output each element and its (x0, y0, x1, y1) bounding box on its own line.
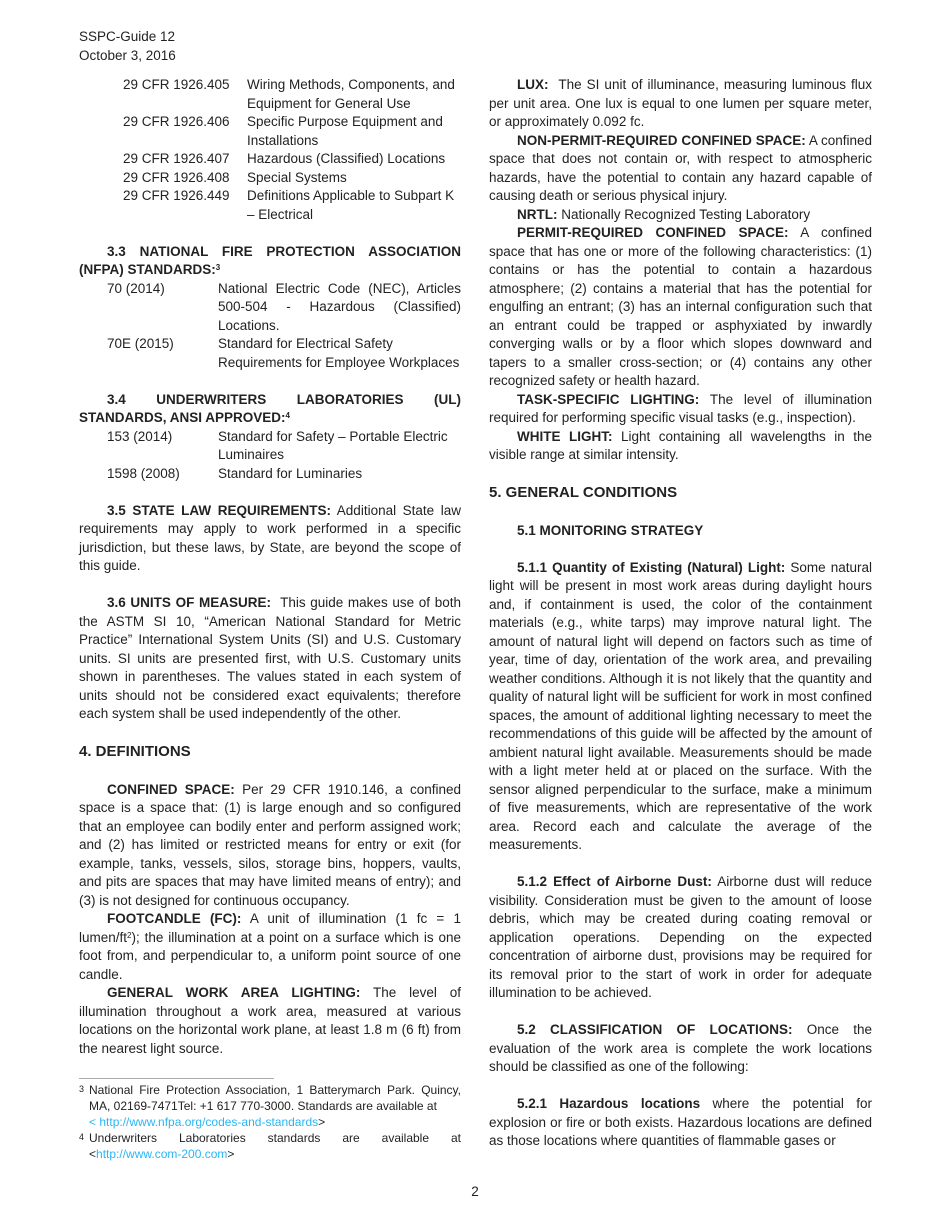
section-5-2-1: 5.2.1 Hazardous locations where the potential for explosion or fire or both exists. Hazardous locations are defined as those locations where quantities of flammable gases or (489, 1096, 872, 1148)
section-5-2: 5.2 CLASSIFICATION OF LOCATIONS: Once the evaluation of the work area is complete the work locations should be classified as one of the following: (489, 1022, 872, 1074)
definition-permit-required-confined-space: PERMIT-REQUIRED CONFINED SPACE: A confined space that has one or more of the following characteristics: (1) contains or has the potential to contain a hazardous atmosphere; (2) contains a material that has the potential for engulfing an entrant; (3) has an internal configuration such that an entrant could be trapped or asphyxiated by inwardly converging walls or by a floor which slopes downward and tapers to a smaller cross-section; or (4) contains any other recognized safety or health hazard. (489, 225, 872, 388)
running-header (79, 27, 176, 65)
definition-lux: LUX: The SI unit of illuminance, measuring luminous flux per unit area. One lux is equal to one lumen per square meter, or approximately 0.092 fc. (489, 77, 872, 129)
cfr-list (79, 76, 461, 224)
cfr-row: 29 CFR 1926.449 Definitions Applicable to Subpart K – Electrical (123, 188, 455, 222)
cfr-row: 29 CFR 1926.405 Wiring Methods, Components, and Equipment for General Use (123, 77, 455, 111)
section-5-1-1: 5.1.1 Quantity of Existing (Natural) Light: Some natural light will be present in most work areas during daylight hours and, if containment is used, the color of the containment materials (e.g., white tarps) may improve natural light. The amount of natural light will depend on factors such as time of year, time of day, orientation of the work area, and prevailing weather conditions. Although it is not likely that the quantity and quality of natural light will be sufficient for work in most confined spaces, the amount of additional lighting necessary to meet the recommendations of this guide will be affected by the amount of ambient natural light available. Measurements should be made with a light meter held at or placed on the surface. With the sensor aligned perpendicular to the surface, make a minimum of five measurements, which are representative of the work area. Record each and calculate the average of the measurements. (489, 559, 872, 852)
definition-footcandle: FOOTCANDLE (FC): A unit of illumination (1 fc = 1 lumen/$ft^2$); the illumination at a point on a surface which is one foot from, and perpendicular to, a uniform point source of one candle. (79, 911, 462, 982)
footnotes (79, 1082, 461, 1162)
section-5-1-2: 5.1.2 Effect of Airborne Dust: Airborne dust will reduce visibility. Consideration must be given to the amount of loose debris, which may be created during coating removal or application operations. Depending on the expected concentration of airborne dust, provisions may be required for its removal prior to the start of work in order for adequate illumination to be achieved. (489, 874, 872, 1000)
nfpa-link[interactable]: http://www.nfpa.org/codes-and-standards (96, 1115, 319, 1129)
page-number: 2 (471, 1184, 479, 1199)
footnote-ref[interactable]: 3 (215, 263, 221, 272)
right-column (489, 76, 872, 1151)
definition-general-work-area-lighting: GENERAL WORK AREA LIGHTING: The level of illumination throughout a work area, measured at various locations on the horizontal work plane, at least 1.8 m (6 ft) from the nearest light source. (79, 985, 461, 1056)
section-3-3-heading: 3.3 NATIONAL FIRE PROTECTION ASSOCIATION (NFPA) STANDARDS:$^3$ (79, 243, 461, 277)
definition-confined-space: CONFINED SPACE: Per 29 CFR 1910.146, a confined space is a space that: (1) is large enough and so configured that an employee can bodily enter and perform assigned work; and (2) has limited or restricted means for entry or exit (for example, tanks, vessels, silos, storage bins, hoppers, vaults, and pits are spaces that may have limited means of entry); and (3) is not designed for continuous occupancy. (79, 781, 461, 908)
definition-white-light: WHITE LIGHT: Light containing all wavelengths in the visible range at similar intensity. (489, 428, 872, 462)
document-id: SSPC-Guide 12 (79, 29, 176, 44)
standard-row: 70E (2015) Standard for Electrical Safety Requirements for Employee Workplaces (107, 336, 460, 370)
footnote-3: 3 National Fire Protection Association, 1 Batterymarch Park. Quincy, MA, 02169-7471Tel: +1 617 770-3000. Standards are available at < http://www.nfpa.org/codes-and-standards> (79, 1083, 461, 1129)
footnote-4: 4 Underwriters Laboratories standards are available at <http://www.com-200.com> (79, 1131, 461, 1161)
section-5-heading: 5. GENERAL CONDITIONS (489, 484, 678, 501)
section-3-6: 3.6 UNITS OF MEASURE: This guide makes use of both the ASTM SI 10, “American National Standard for Metric Practice” International System Units (SI) and U.S. Customary units. SI units are presented first, with U.S. Customary units shown in parentheses. The values stated in each system of units should not be considered exact equivalents; therefore each system shall be used independently of the other. (79, 595, 461, 721)
definition-non-permit-required-confined-space: NON-PERMIT-REQUIRED CONFINED SPACE: A confined space that does not contain or, with respect to atmospheric hazards, have the potential to contain any hazard capable of causing death or serious physical injury. (489, 132, 872, 203)
standard-row: 1598 (2008) Standard for Luminaries (107, 465, 363, 481)
standard-row: 70 (2014) National Electric Code (NEC), Articles 500-504 - Hazardous (Classified) Locations. (107, 280, 461, 333)
standard-row: 153 (2014) Standard for Safety – Portable Electric Luminaires (107, 428, 448, 462)
definition-task-specific-lighting: TASK-SPECIFIC LIGHTING: The level of illumination required for performing specific visual tasks (e.g., inspection). (489, 391, 872, 425)
definition-nrtl: NRTL: Nationally Recognized Testing Laboratory (517, 206, 811, 222)
ul-link[interactable]: http://www.com-200.com (96, 1147, 228, 1161)
cfr-row: 29 CFR 1926.408 Special Systems (123, 169, 347, 185)
section-3-4-heading: 3.4 UNDERWRITERS LABORATORIES (UL) STANDARDS, ANSI APPROVED:$^4$ (79, 391, 461, 425)
section-5-1-heading: 5.1 MONITORING STRATEGY (517, 522, 704, 538)
footnote-ref[interactable]: 4 (285, 411, 290, 420)
section-3-5: 3.5 STATE LAW REQUIREMENTS: Additional State law requirements may apply to work performed in a specific jurisdiction, but these laws, by State, are beyond the scope of this guide. (79, 502, 462, 573)
section-4-heading: 4. DEFINITIONS (79, 743, 191, 760)
footnote-rule (79, 1078, 274, 1079)
document-date: October 3, 2016 (79, 48, 176, 63)
left-column (79, 76, 461, 1058)
cfr-row: 29 CFR 1926.406 Specific Purpose Equipment and Installations (123, 114, 443, 148)
cfr-row: 29 CFR 1926.407 Hazardous (Classified) Locations (123, 151, 446, 166)
